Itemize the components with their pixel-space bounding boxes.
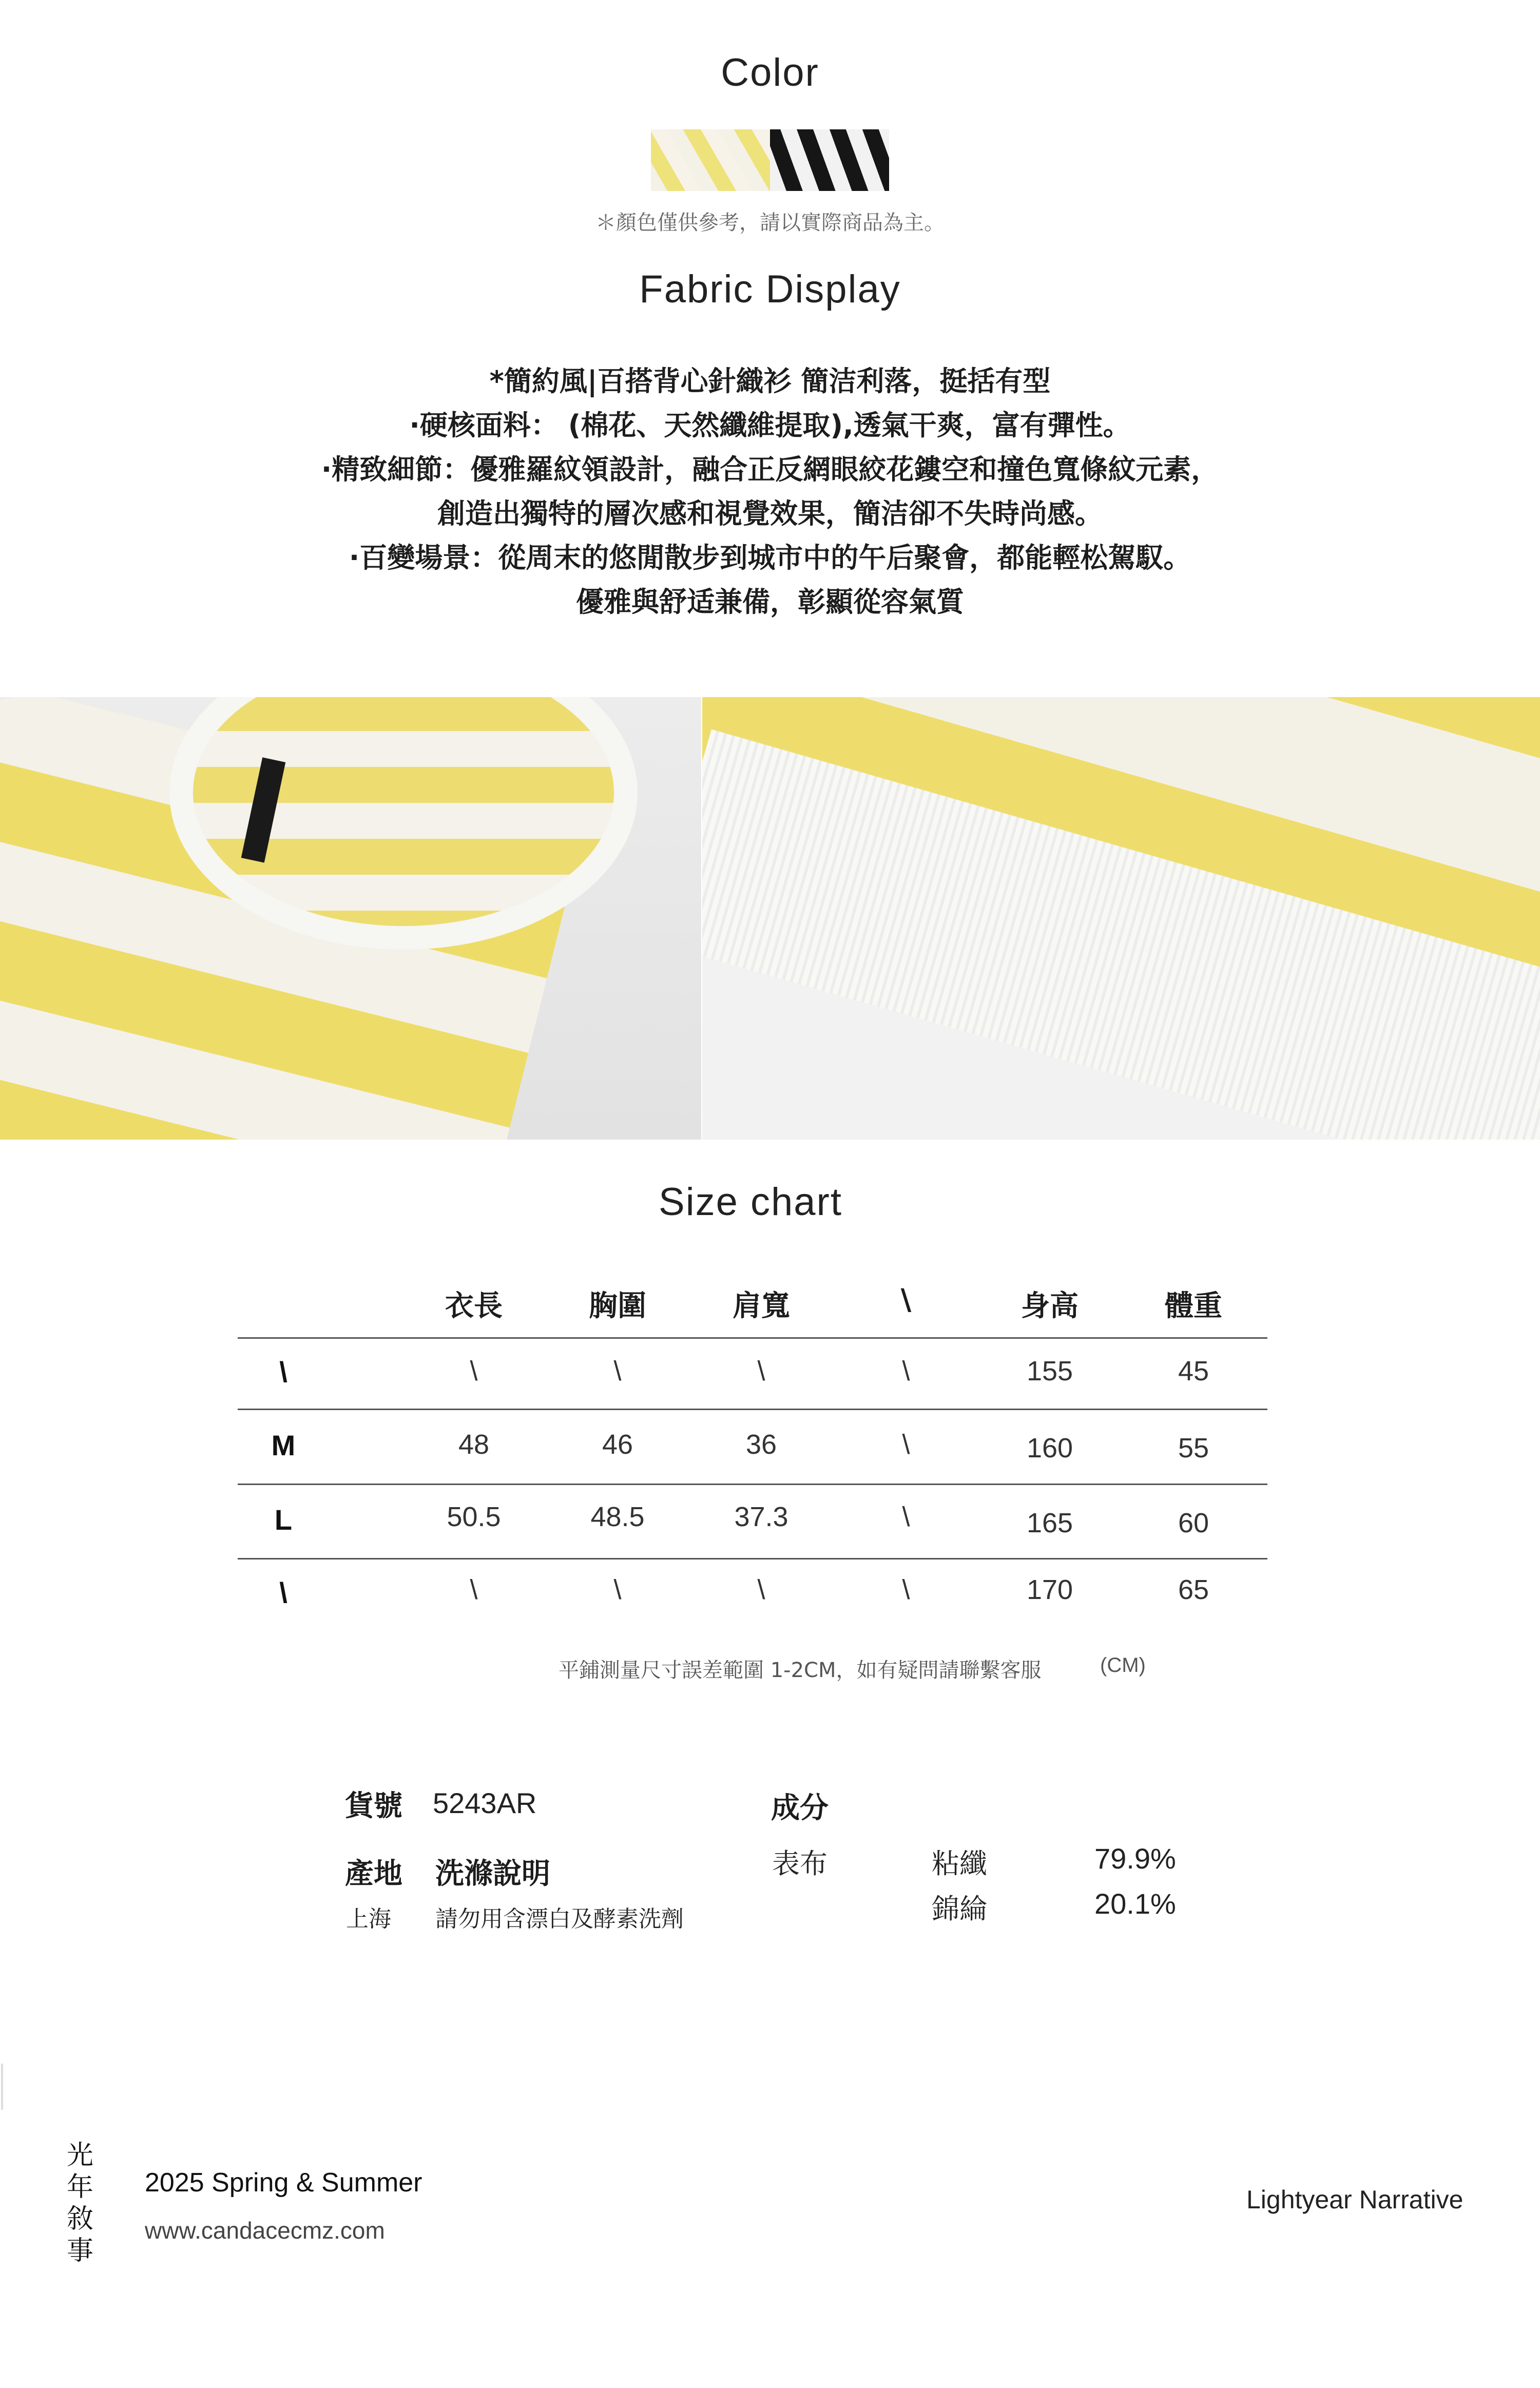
edge-mark bbox=[1, 2064, 3, 2110]
column-header: 肩寬 bbox=[733, 1289, 790, 1323]
row-label: \ bbox=[279, 1576, 287, 1609]
color-heading: Color bbox=[721, 51, 819, 94]
item-no-value: 5243AR bbox=[433, 1787, 537, 1819]
fabric-line: ·精致細節：優雅羅紋領設計，融合正反網眼絞花鏤空和撞色寬條紋元素， bbox=[321, 453, 1219, 486]
fabric-heading: Fabric Display bbox=[639, 267, 901, 311]
table-cell: \ bbox=[902, 1356, 910, 1386]
brand-vertical-logo bbox=[65, 2140, 95, 2267]
table-cell: \ bbox=[757, 1574, 765, 1605]
composition-label: 成分 bbox=[771, 1792, 829, 1825]
table-divider bbox=[238, 1337, 1267, 1339]
yellow-stripe-swatch[interactable] bbox=[651, 129, 770, 191]
table-divider bbox=[238, 1484, 1267, 1485]
table-cell: \ bbox=[613, 1356, 622, 1386]
wash-label: 洗滌說明 bbox=[435, 1857, 550, 1891]
fabric-line: 創造出獨特的層次感和視覺效果，簡洁卻不失時尚感。 bbox=[437, 497, 1103, 530]
fabric-line: ·硬核面料： (棉花、天然纖維提取),透氣干爽，富有彈性。 bbox=[409, 409, 1131, 441]
table-cell: 50.5 bbox=[447, 1501, 501, 1532]
row-label: \ bbox=[279, 1356, 287, 1388]
table-cell: \ bbox=[902, 1574, 910, 1605]
material-pct: 79.9% bbox=[1094, 1842, 1176, 1875]
footer-season: 2025 Spring & Summer bbox=[145, 2168, 422, 2198]
fabric-line: ·百變場景：從周末的悠閒散步到城市中的午后聚會，都能輕松駕馭。 bbox=[349, 542, 1191, 574]
fabric-description bbox=[0, 359, 1540, 624]
size-chart-heading: Size chart bbox=[659, 1180, 842, 1224]
table-cell: 165 bbox=[1026, 1508, 1073, 1538]
item-no-label: 貨號 bbox=[345, 1789, 402, 1823]
column-header: 胸圍 bbox=[589, 1289, 646, 1323]
fabric-line: 優雅與舒适兼備，彰顯從容氣質 bbox=[576, 586, 964, 618]
footer-tagline: Lightyear Narrative bbox=[1246, 2185, 1464, 2214]
row-label: M bbox=[271, 1429, 296, 1461]
material-name: 錦綸 bbox=[932, 1893, 987, 1925]
table-cell: 65 bbox=[1178, 1574, 1209, 1605]
table-cell: 45 bbox=[1178, 1356, 1209, 1386]
brand-char: 年 bbox=[66, 2172, 93, 2203]
material-name: 粘纖 bbox=[932, 1847, 987, 1880]
table-cell: \ bbox=[902, 1501, 910, 1532]
brand-char: 事 bbox=[66, 2236, 93, 2266]
table-cell: \ bbox=[902, 1429, 910, 1460]
size-note: 平鋪測量尺寸誤差範圍 1-2CM，如有疑問請聯繫客服 bbox=[559, 1659, 1042, 1682]
table-cell: 60 bbox=[1178, 1508, 1209, 1538]
material-pct: 20.1% bbox=[1094, 1888, 1176, 1920]
table-cell: 36 bbox=[745, 1429, 777, 1460]
black-stripe-swatch[interactable] bbox=[770, 129, 889, 191]
size-unit: (CM) bbox=[1100, 1654, 1146, 1677]
fabric-label: 表布 bbox=[772, 1847, 827, 1880]
table-divider bbox=[238, 1558, 1267, 1559]
column-header: 身高 bbox=[1021, 1289, 1079, 1323]
brand-char: 敘 bbox=[66, 2204, 93, 2235]
table-cell: 160 bbox=[1026, 1433, 1073, 1463]
table-cell: \ bbox=[470, 1356, 478, 1386]
origin-value: 上海 bbox=[346, 1906, 391, 1932]
column-header: \ bbox=[900, 1283, 912, 1317]
table-cell: \ bbox=[470, 1574, 478, 1605]
table-cell: 170 bbox=[1026, 1574, 1073, 1605]
fabric-line: *簡約風|百搭背心針織衫 簡洁利落，挺括有型 bbox=[489, 365, 1051, 397]
table-cell: 155 bbox=[1026, 1356, 1073, 1386]
table-cell: 48.5 bbox=[590, 1501, 645, 1532]
hem-detail-photo bbox=[702, 697, 1540, 1140]
wash-value: 請勿用含漂白及酵素洗劑 bbox=[435, 1906, 684, 1932]
brand-char: 光 bbox=[66, 2140, 93, 2171]
table-divider bbox=[238, 1409, 1267, 1410]
table-cell: \ bbox=[757, 1356, 765, 1386]
table-cell: 55 bbox=[1178, 1433, 1209, 1463]
table-cell: 48 bbox=[458, 1429, 490, 1460]
origin-label: 產地 bbox=[345, 1857, 402, 1891]
collar-detail-photo bbox=[0, 697, 701, 1140]
column-header: 衣長 bbox=[445, 1289, 503, 1323]
table-cell: 37.3 bbox=[734, 1501, 788, 1532]
table-cell: \ bbox=[613, 1574, 622, 1605]
footer-url-link[interactable]: www.candacecmz.com bbox=[145, 2217, 385, 2244]
column-header: 體重 bbox=[1165, 1289, 1222, 1323]
color-note: ＊顏色僅供參考，請以實際商品為主。 bbox=[595, 211, 945, 235]
row-label: L bbox=[274, 1504, 293, 1536]
table-cell: 46 bbox=[602, 1429, 633, 1460]
